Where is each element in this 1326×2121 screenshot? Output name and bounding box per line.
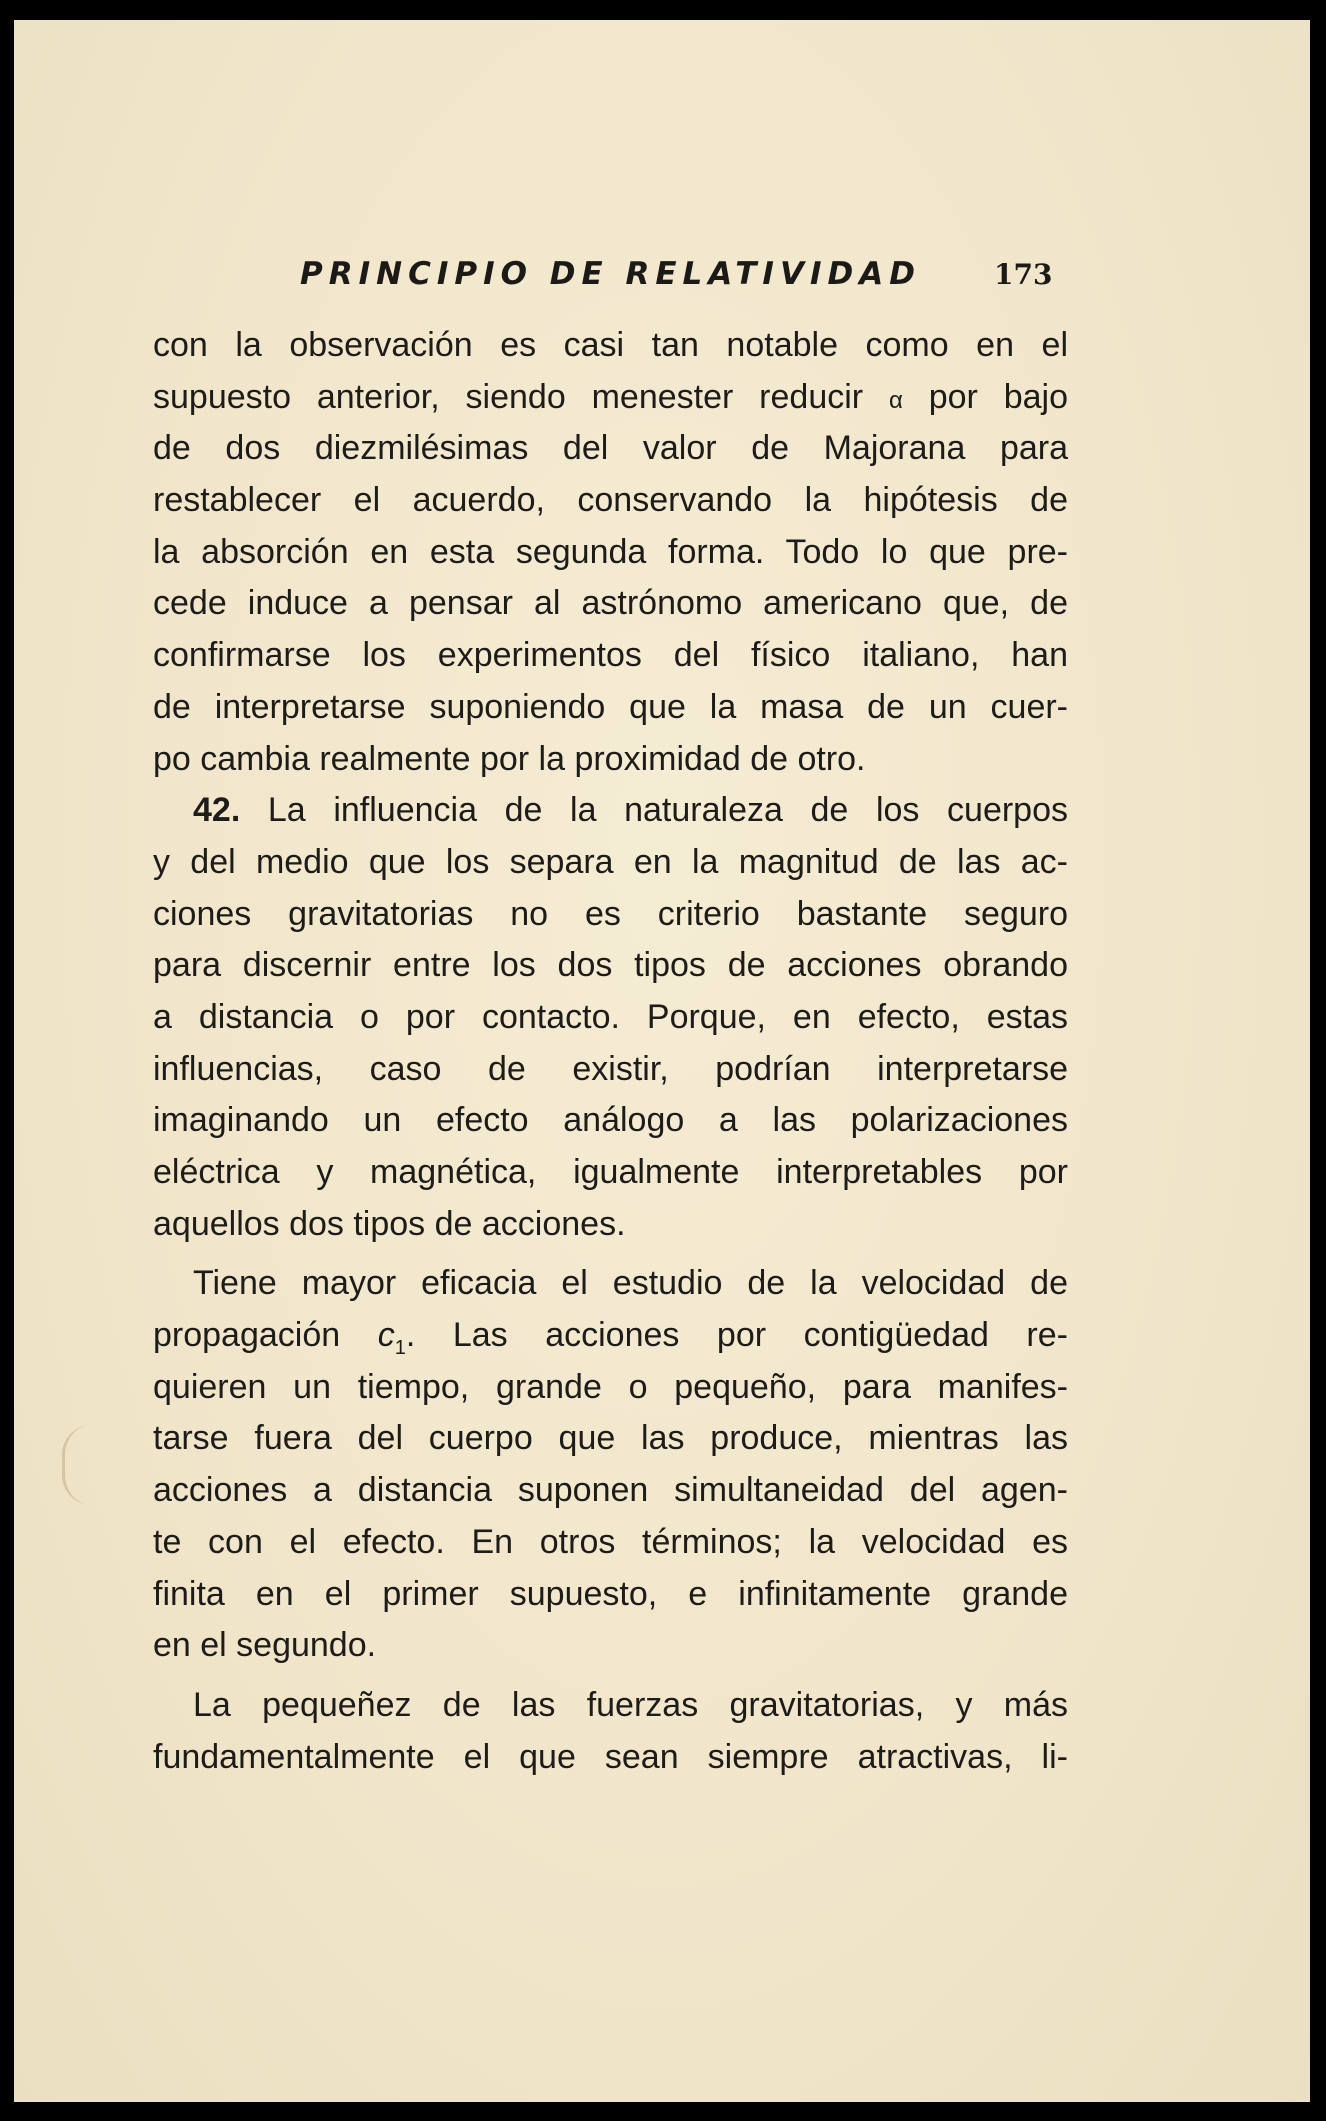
alpha-symbol: α <box>888 386 903 414</box>
text-line: fundamentalmente el que sean siempre atractivas, li- <box>153 1737 1068 1776</box>
text-line: influencias, caso de existir, podrían interpretarse <box>153 1049 1068 1088</box>
text-line <box>153 372 1068 424</box>
text-line: la absorción en esta segunda forma. Todo lo que pre- <box>153 532 1068 571</box>
text-line: finita en el primer supuesto, e infinitamente grande <box>153 1574 1068 1613</box>
text-line: restablecer el acuerdo, conservando la hipótesis de <box>153 481 1068 520</box>
velocity-symbol: c <box>377 1316 395 1355</box>
text-line: de dos diezmilésimas del valor de Majorana para <box>153 429 1068 468</box>
text-line: propagación $c_1$. Las acciones por contigüedad re- <box>153 1316 1068 1359</box>
text-line: con la observación es casi tan notable como en el <box>153 326 1068 364</box>
text-line: po cambia realmente por la proximidad de otro. <box>153 739 866 778</box>
text-line: a distancia o por contacto. Porque, en efecto, estas <box>153 997 1068 1036</box>
velocity-subscript: 1 <box>394 1336 406 1359</box>
text-fragment: por bajo <box>928 377 1068 416</box>
text-line: quieren un tiempo, grande o pequeño, para manifes- <box>153 1367 1068 1406</box>
text-line: te con el efecto. En otros términos; la velocidad es <box>153 1522 1068 1561</box>
text-fragment: propagación <box>153 1316 341 1355</box>
text-line: La pequeñez de las fuerzas gravitatorias, y más <box>193 1685 1068 1724</box>
text-line: y del medio que los separa en la magnitud de las ac- <box>153 842 1068 881</box>
text-line <box>153 785 1068 837</box>
text-line: Tiene mayor eficacia el estudio de la velocidad de <box>193 1264 1068 1303</box>
paper-stain <box>62 1425 105 1505</box>
text-fragment: supuesto anterior, siendo menester reducir <box>153 377 864 416</box>
text-line: para discernir entre los dos tipos de acciones obrando <box>153 946 1068 985</box>
text-fragment: La influencia de la naturaleza de los cuerpos <box>267 791 1068 830</box>
text-line: confirmarse los experimentos del físico italiano, han <box>153 636 1068 675</box>
text-fragment: Las acciones por contigüedad re- <box>452 1316 1068 1355</box>
text-line: en el segundo. <box>153 1626 377 1665</box>
text-line: de interpretarse suponiendo que la masa de un cuer- <box>153 687 1068 726</box>
text-line: imaginando un efecto análogo a las polarizaciones <box>153 1101 1068 1140</box>
text-line: eléctrica y magnética, igualmente interpretables por <box>153 1153 1068 1191</box>
text-line: ciones gravitatorias no es criterio bastante seguro <box>153 894 1068 933</box>
text-line: tarse fuera del cuerpo que las produce, mientras las <box>153 1419 1068 1458</box>
text-line: acciones a distancia suponen simultaneidad del agen- <box>153 1471 1068 1510</box>
running-title: PRINCIPIO DE RELATIVIDAD <box>300 256 921 292</box>
text-line: aquellos dos tipos de acciones. <box>153 1204 626 1243</box>
section-number: 42. <box>193 791 241 830</box>
body-text <box>153 320 1068 1783</box>
book-page <box>14 20 1310 2102</box>
text-line: cede induce a pensar al astrónomo americano que, de <box>153 584 1068 623</box>
page-number: 173 <box>994 258 1053 291</box>
